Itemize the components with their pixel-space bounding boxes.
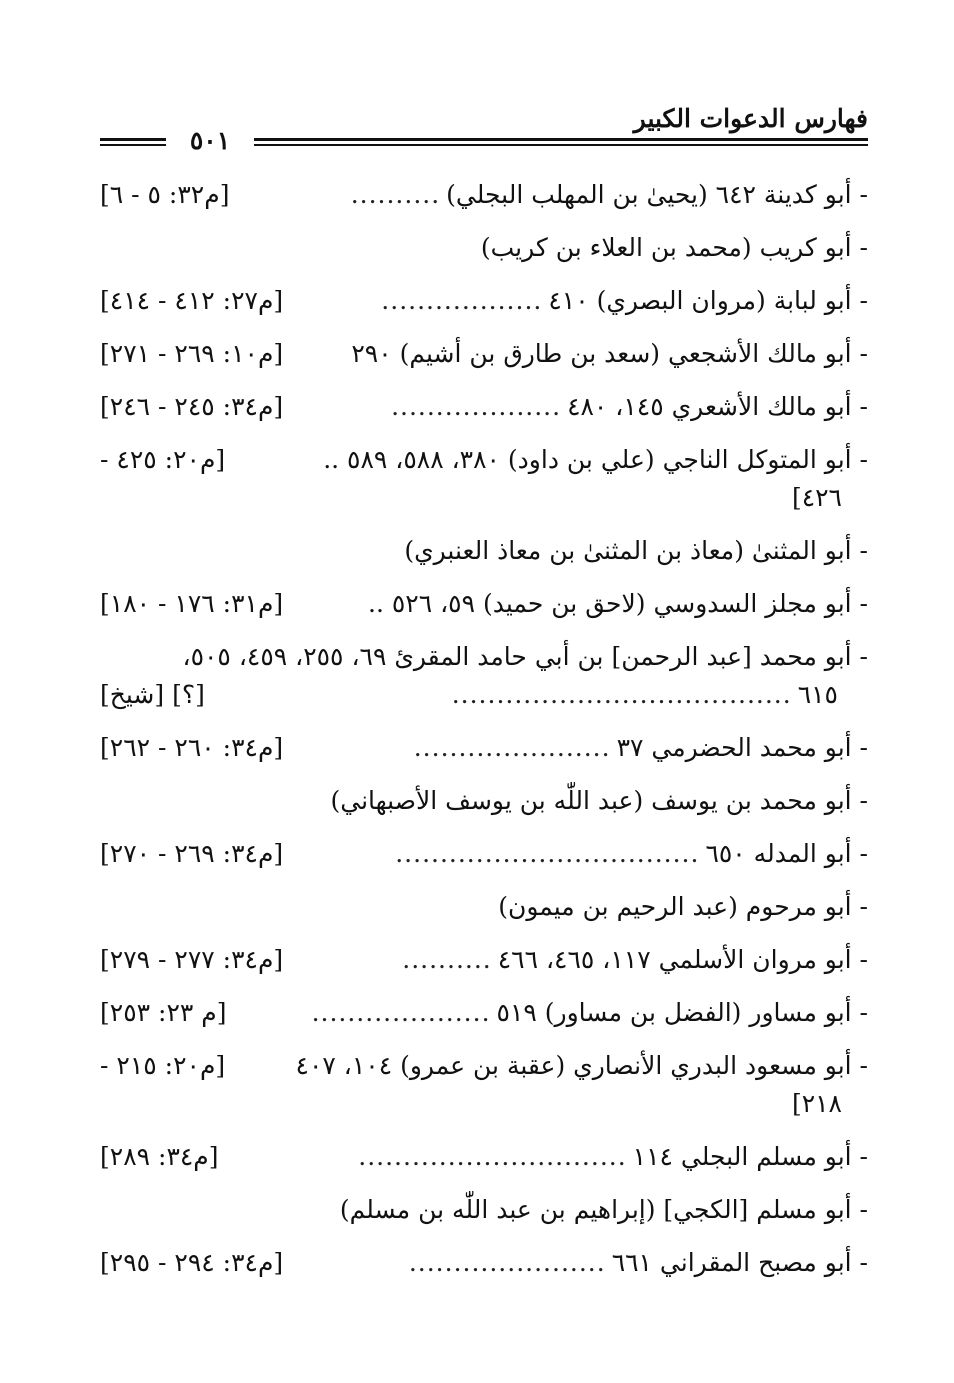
- page-number: ٥٠١: [189, 126, 231, 155]
- index-entries: [100, 176, 868, 1297]
- entry-text: - أبو لبابة (مروان البصري) ٤١٠: [548, 286, 868, 315]
- entry-text: - أبو المتوكل الناجي (علي بن داود) ٣٨٠، ٥٨٨، ٥٨٩ ..: [323, 445, 868, 474]
- entry-text: - أبو مروان الأسلمي ١١٧، ٤٦٥، ٤٦٦: [497, 945, 868, 974]
- entry-text: - أبو المدله ٦٥٠: [705, 839, 868, 868]
- entry-reference: [م٣١: ١٧٦ - ١٨٠]: [100, 589, 284, 618]
- index-entry: [100, 888, 868, 926]
- entry-reference: [م٢٧: ٤١٢ - ٤١٤]: [100, 286, 284, 315]
- entry-text: - أبو محمد الحضرمي ٣٧: [616, 733, 868, 762]
- index-entry: [100, 994, 868, 1032]
- index-entry: [100, 1047, 868, 1123]
- entry-text: - أبو مجلز السدوسي (لاحق بن حميد) ٥٩، ٥٢٦ ..: [368, 589, 868, 618]
- entry-text: - أبو مسعود البدري الأنصاري (عقبة بن عمرو) ١٠٤، ٤٠٧: [295, 1051, 868, 1080]
- index-entry: [100, 638, 868, 714]
- entry-leader: ......................: [413, 733, 611, 762]
- entry-reference: [م٣٤: ٢٦٩ - ٢٧٠]: [100, 839, 284, 868]
- entry-text: - أبو مالك الأشجعي (سعد بن طارق بن أشيم) ٢٩٠: [351, 339, 868, 368]
- entry-leader: ..................: [381, 286, 543, 315]
- entry-text: - أبو مالك الأشعري ١٤٥، ٤٨٠: [567, 392, 868, 421]
- entry-leader: [231, 1047, 289, 1085]
- index-entry: [100, 835, 868, 873]
- entry-text: - أبو المثنىٰ (معاذ بن المثنىٰ بن معاذ العنبري): [404, 536, 868, 565]
- entry-reference: [م٣٤: ٢٨٩]: [100, 1142, 219, 1171]
- index-entry: [100, 282, 868, 320]
- entry-reference: [م٢٠: ٢١٥ -: [100, 1051, 226, 1080]
- header-rule-left: [100, 138, 166, 146]
- index-entry: [100, 782, 868, 820]
- entry-text: - أبو محمد [عبد الرحمن] بن أبي حامد المقرئ ٦٩، ٢٥٥، ٤٥٩، ٥٠٥،: [182, 642, 868, 671]
- entry-leader: ..............................: [358, 1142, 627, 1171]
- index-entry: [100, 388, 868, 426]
- page-header: [100, 100, 868, 155]
- entry-text: - أبو مسلم [الكجي] (إبراهيم بن عبد اللّٰه بن مسلم): [339, 1195, 868, 1224]
- index-entry: [100, 585, 868, 623]
- entry-reference: [م٣٢: ٥ - ٦]: [100, 180, 230, 209]
- index-entry: [100, 229, 868, 267]
- entry-text: - أبو كريب (محمد بن العلاء بن كريب): [480, 233, 868, 262]
- index-entry: [100, 1138, 868, 1176]
- entry-leader: [289, 585, 362, 623]
- entry-text: - أبو مرحوم (عبد الرحيم بن ميمون): [498, 892, 868, 921]
- entry-leader: [231, 441, 317, 479]
- entry-text-continued: ٦١٥: [797, 680, 838, 709]
- entry-reference: [م٣٤: ٢٧٧ - ٢٧٩]: [100, 945, 284, 974]
- entry-leader: ..........: [350, 180, 441, 209]
- entry-text: - أبو مسلم البجلي ١١٤: [632, 1142, 868, 1171]
- index-entry: [100, 941, 868, 979]
- index-entry: [100, 1191, 868, 1229]
- entry-reference: [م٣٤: ٢٤٥ - ٢٤٦]: [100, 392, 284, 421]
- entry-text: - أبو مساور (الفضل بن مساور) ٥١٩: [496, 998, 868, 1027]
- running-title: فهارس الدعوات الكبير: [633, 104, 868, 133]
- entry-reference: [م١٠: ٢٦٩ - ٢٧١]: [100, 339, 284, 368]
- index-entry: [100, 1244, 868, 1282]
- entry-reference: [م٣٤: ٢٦٠ - ٢٦٢]: [100, 733, 284, 762]
- entry-leader: ...................: [391, 392, 562, 421]
- entry-text: - أبو كدينة ٦٤٢ (يحيىٰ بن المهلب البجلي): [446, 180, 868, 209]
- entry-reference-continued: ٢١٨]: [791, 1089, 842, 1118]
- entry-reference: [م ٢٣: ٢٥٣]: [100, 998, 227, 1027]
- entry-leader: ..................................: [395, 839, 700, 868]
- entry-leader: ......................: [408, 1248, 606, 1277]
- index-entry: [100, 532, 868, 570]
- entry-leader: [289, 335, 345, 373]
- entry-leader: ......................................: [451, 680, 792, 709]
- entry-reference-continued: ٤٢٦]: [791, 483, 842, 512]
- header-rule-right: [254, 138, 868, 146]
- index-entry: [100, 176, 868, 214]
- entry-text: - أبو مصبح المقراني ٦٦١: [611, 1248, 868, 1277]
- entry-reference: [؟] [شيخ]: [100, 680, 205, 709]
- entry-reference: [م٣٤: ٢٩٤ - ٢٩٥]: [100, 1248, 284, 1277]
- entry-leader: ....................: [311, 998, 491, 1027]
- index-entry: [100, 441, 868, 517]
- entry-reference: [م٢٠: ٤٢٥ -: [100, 445, 226, 474]
- index-entry: [100, 335, 868, 373]
- index-entry: [100, 729, 868, 767]
- entry-text: - أبو محمد بن يوسف (عبد اللّٰه بن يوسف الأصبهاني): [330, 786, 868, 815]
- entry-leader: ..........: [402, 945, 492, 974]
